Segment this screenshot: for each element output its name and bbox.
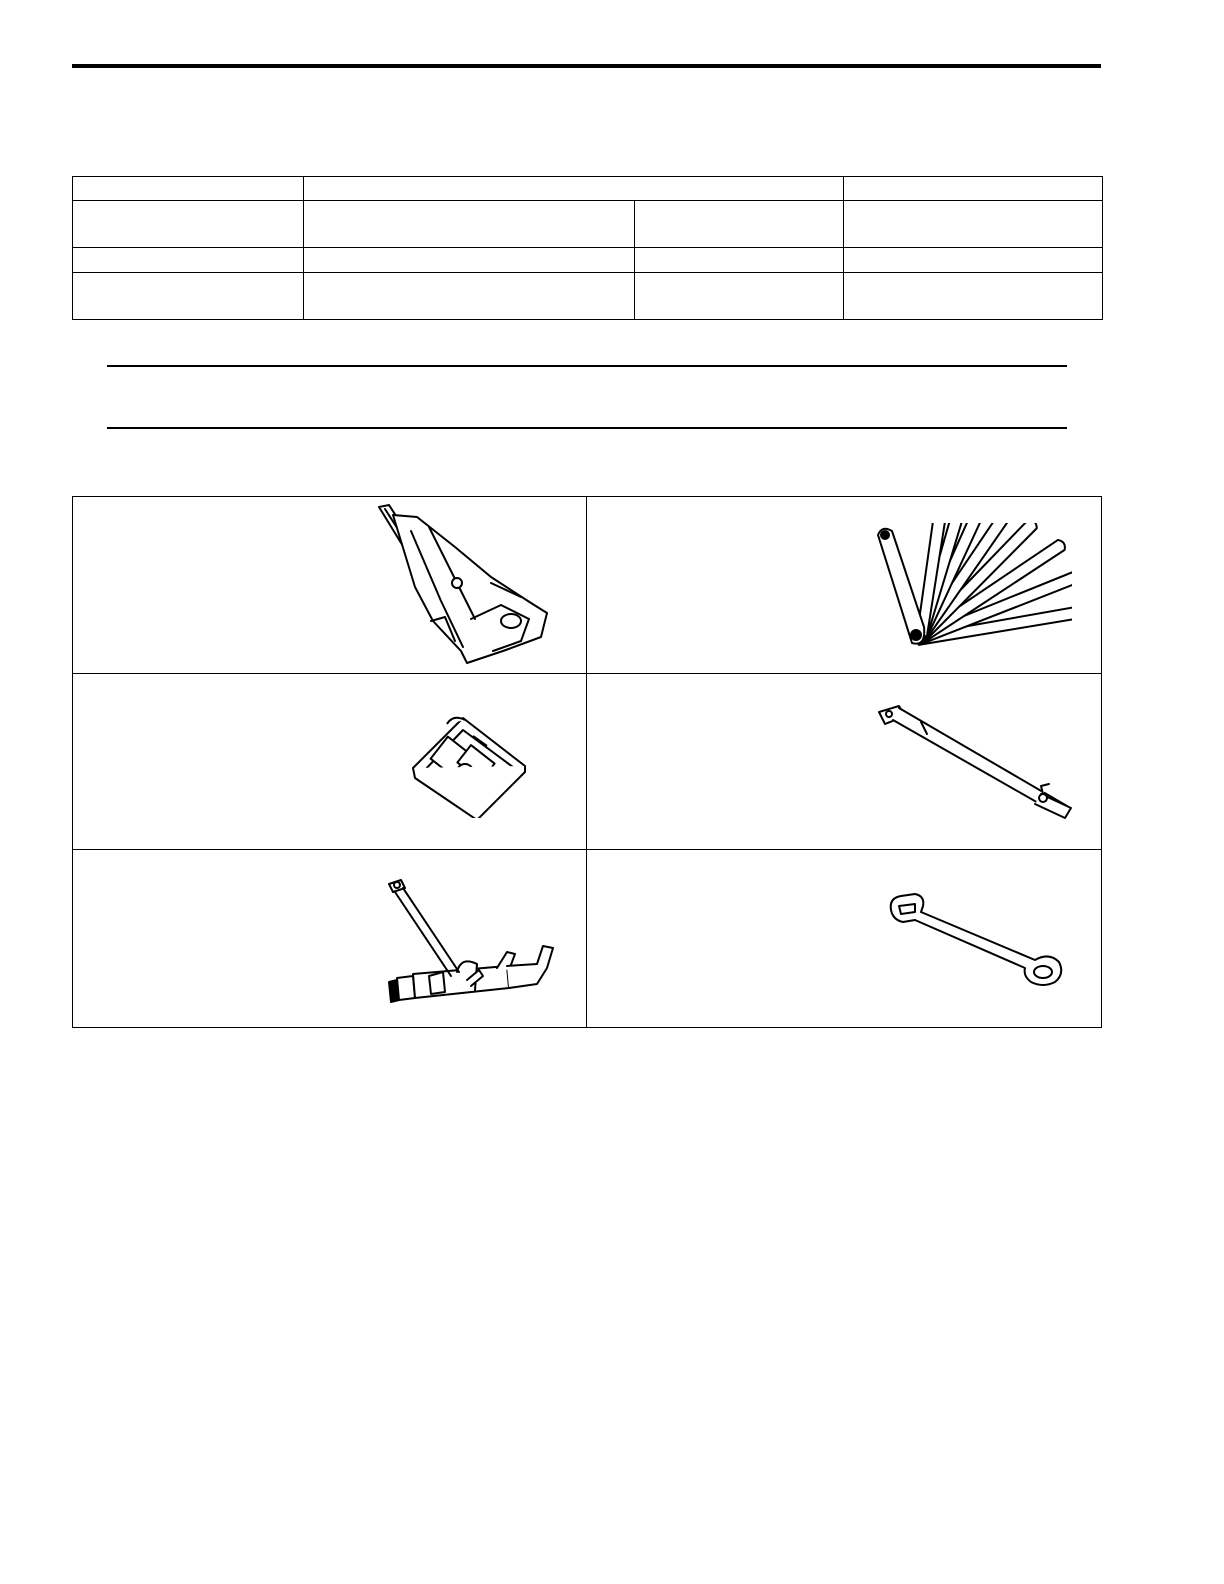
spec-cell: [73, 248, 304, 272]
spec-cell: [844, 177, 1103, 201]
spec-cell: [635, 201, 844, 248]
tool-cell-5: [73, 850, 587, 1027]
spec-cell: [635, 248, 844, 272]
tester-icon: [407, 712, 531, 818]
spec-cell: [304, 201, 635, 248]
holder-tool-icon: [387, 872, 563, 1006]
feeler-gauge-icon: [872, 523, 1072, 653]
note-top-rule: [107, 365, 1067, 367]
spec-cell: [73, 177, 304, 201]
spec-table: [72, 176, 1103, 320]
spec-row: [73, 272, 1103, 319]
tool-cell-3: [73, 674, 587, 851]
spec-row: [73, 201, 1103, 248]
spec-cell: [304, 272, 635, 319]
spec-cell: [304, 177, 844, 201]
rod-tool-icon: [871, 702, 1081, 826]
offset-wrench-icon: [885, 890, 1065, 990]
spec-header-row: [73, 177, 1103, 201]
note-text: [107, 380, 1067, 416]
spec-cell: [844, 248, 1103, 272]
header-rule: [72, 64, 1101, 68]
spec-cell: [304, 248, 635, 272]
spec-cell: [635, 272, 844, 319]
spec-row: [73, 248, 1103, 272]
tool-cell-1: [73, 497, 587, 674]
note-bottom-rule: [107, 427, 1067, 429]
tool-cell-4: [587, 674, 1101, 851]
spec-cell: [844, 272, 1103, 319]
tool-cell-2: [587, 497, 1101, 674]
special-tools-grid: [72, 496, 1102, 1028]
tool-cell-6: [587, 850, 1101, 1027]
spec-cell: [844, 201, 1103, 248]
caliper-icon: [371, 501, 561, 673]
spec-cell: [73, 201, 304, 248]
spec-cell: [73, 272, 304, 319]
